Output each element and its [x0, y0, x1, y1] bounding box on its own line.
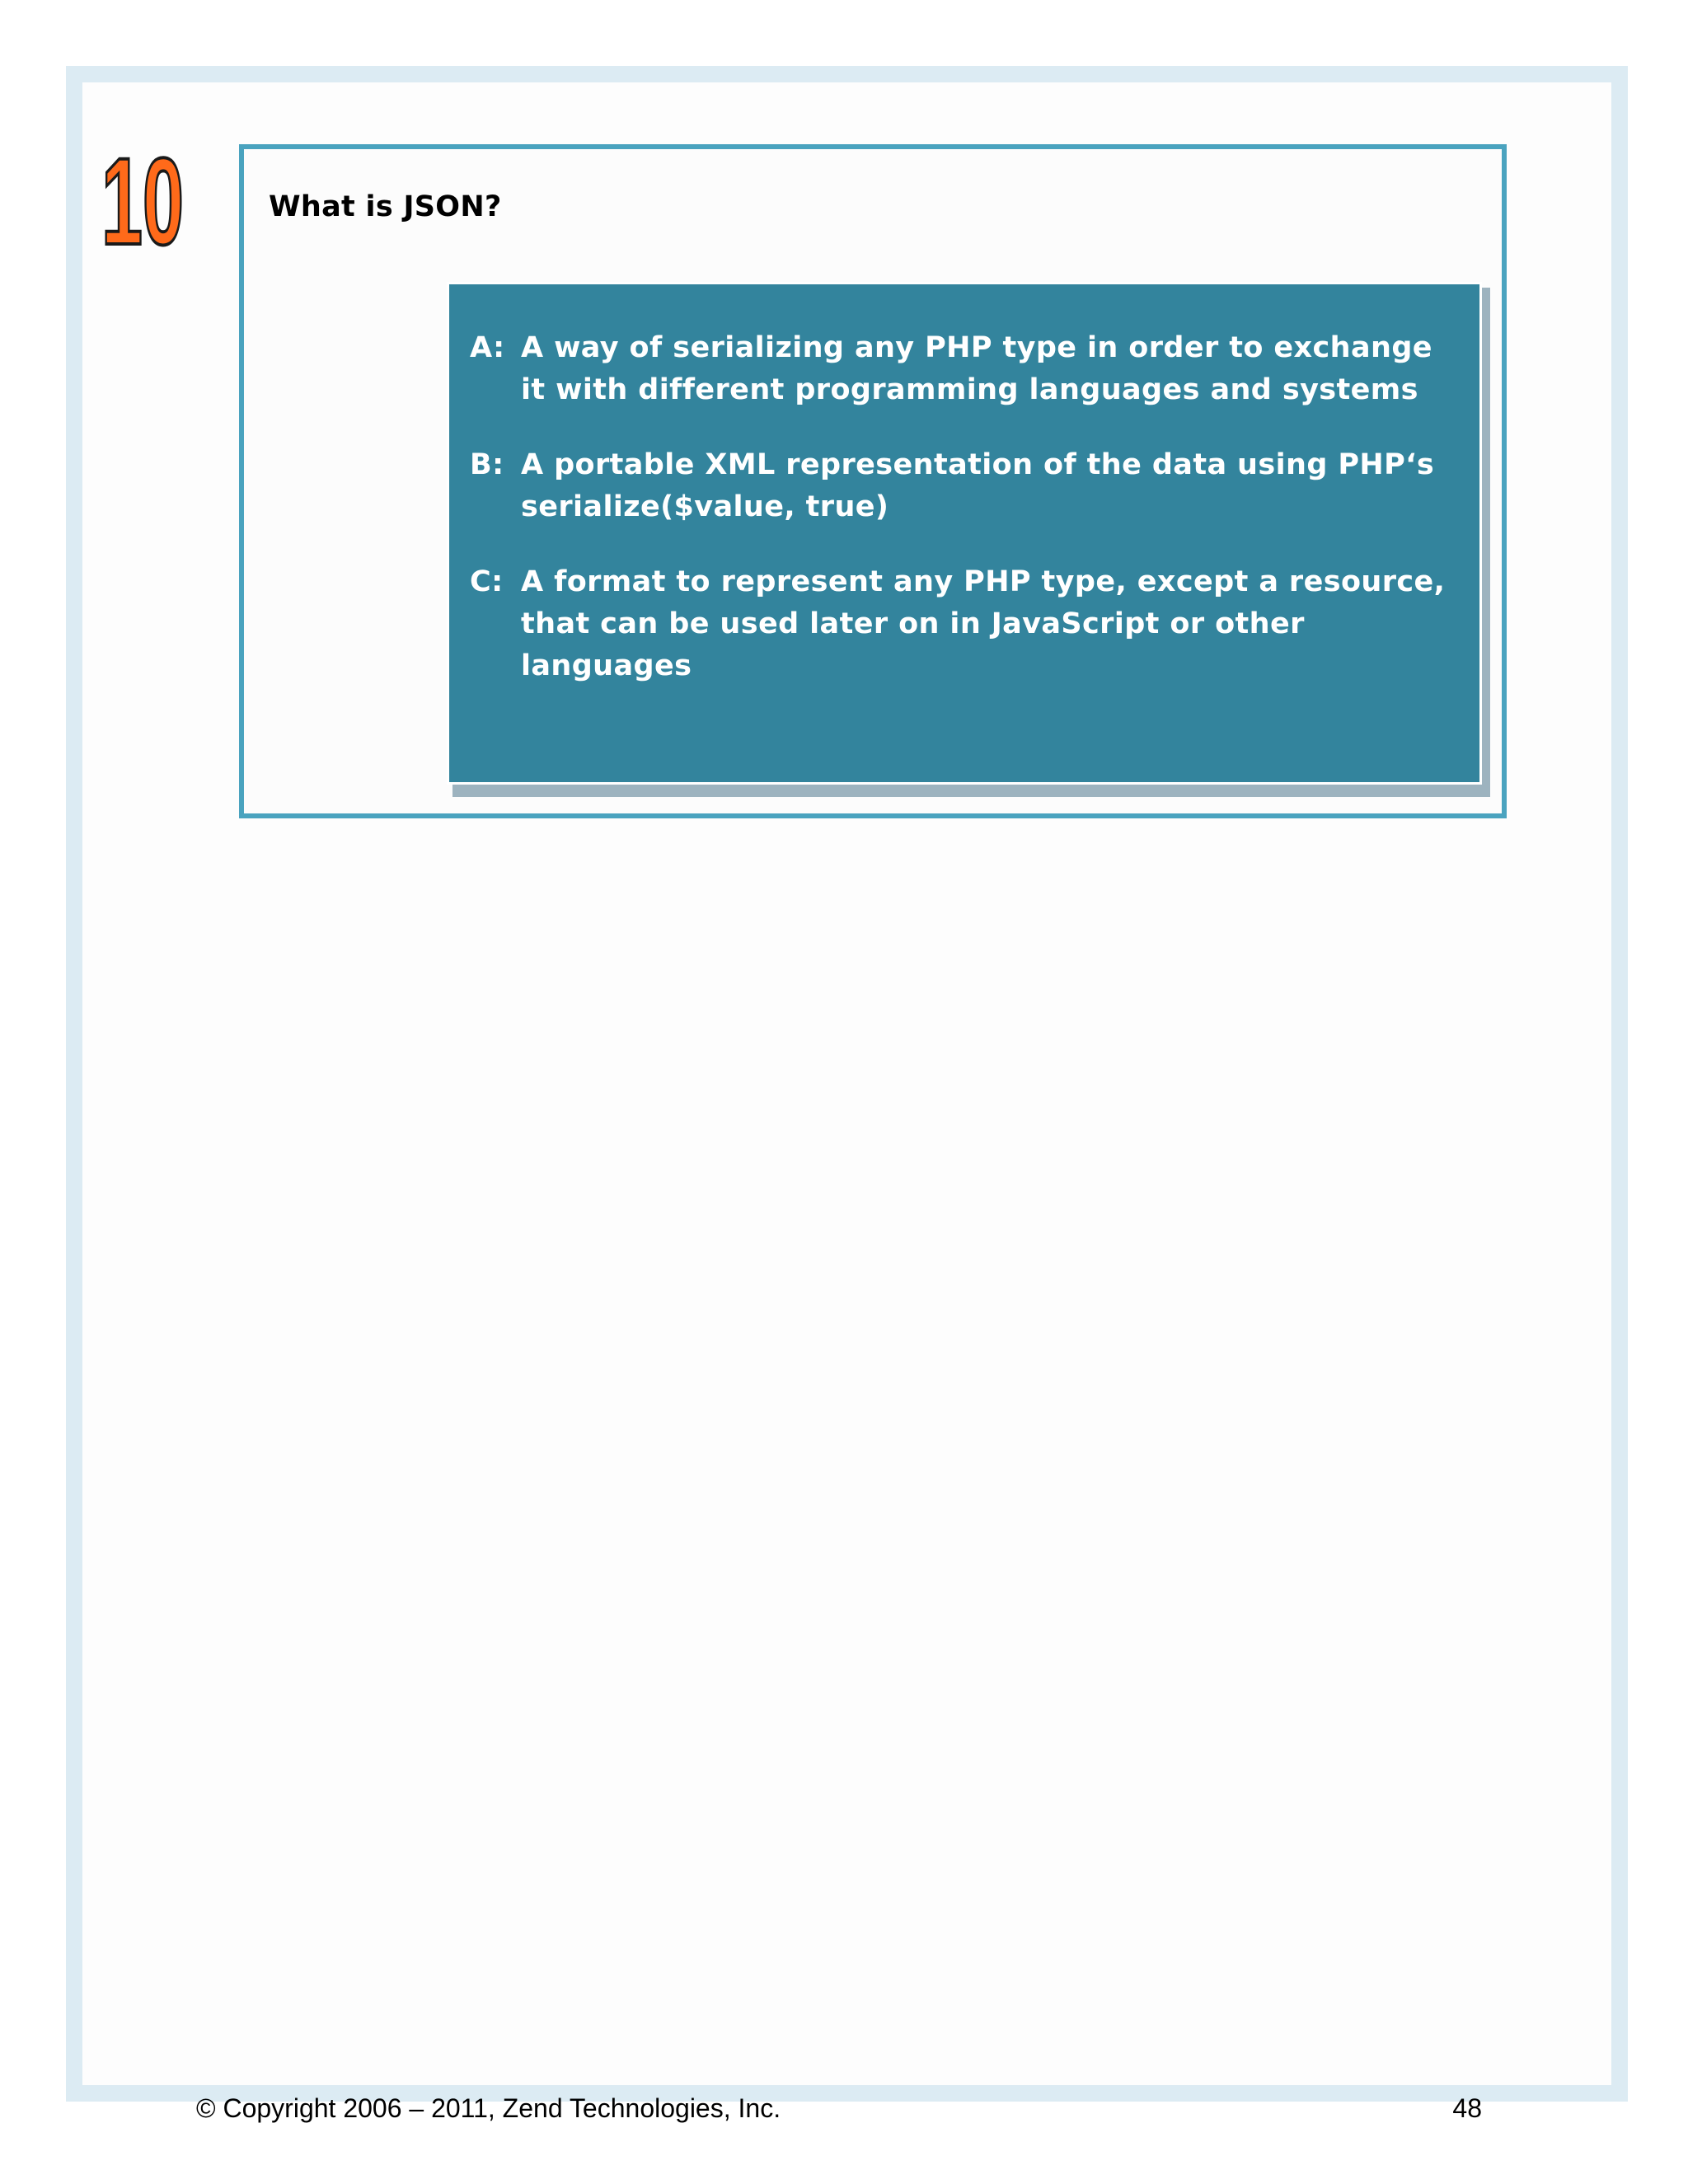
- answer-letter: B:: [470, 448, 504, 481]
- answer-letter: A:: [470, 331, 505, 364]
- answer-option-b: [470, 444, 1463, 528]
- answer-text: A format to represent any PHP type, except a resource, that can be used later on in JavaScript or other languages: [521, 565, 1446, 682]
- answer-text: A way of serializing any PHP type in order to exchange it with different programming languages and systems: [521, 331, 1432, 406]
- answer-letter: C:: [470, 565, 504, 598]
- answer-option-a: [470, 327, 1463, 411]
- answers-panel: [447, 282, 1482, 785]
- answer-option-c: [470, 561, 1463, 687]
- question-box: [239, 144, 1507, 818]
- page-background: [173, 832, 1611, 2085]
- question-number: 10: [101, 132, 184, 270]
- answer-text: A portable XML representation of the data using PHP‘s serialize($value, true): [521, 448, 1435, 523]
- question-number-graphic: [97, 132, 188, 270]
- question-title: What is JSON?: [269, 190, 502, 223]
- question-number-badge: [97, 132, 188, 270]
- page-number: 48: [1452, 2093, 1482, 2123]
- page-footer: [196, 2093, 1482, 2124]
- copyright-notice: © Copyright 2006 – 2011, Zend Technologies, Inc.: [196, 2093, 781, 2123]
